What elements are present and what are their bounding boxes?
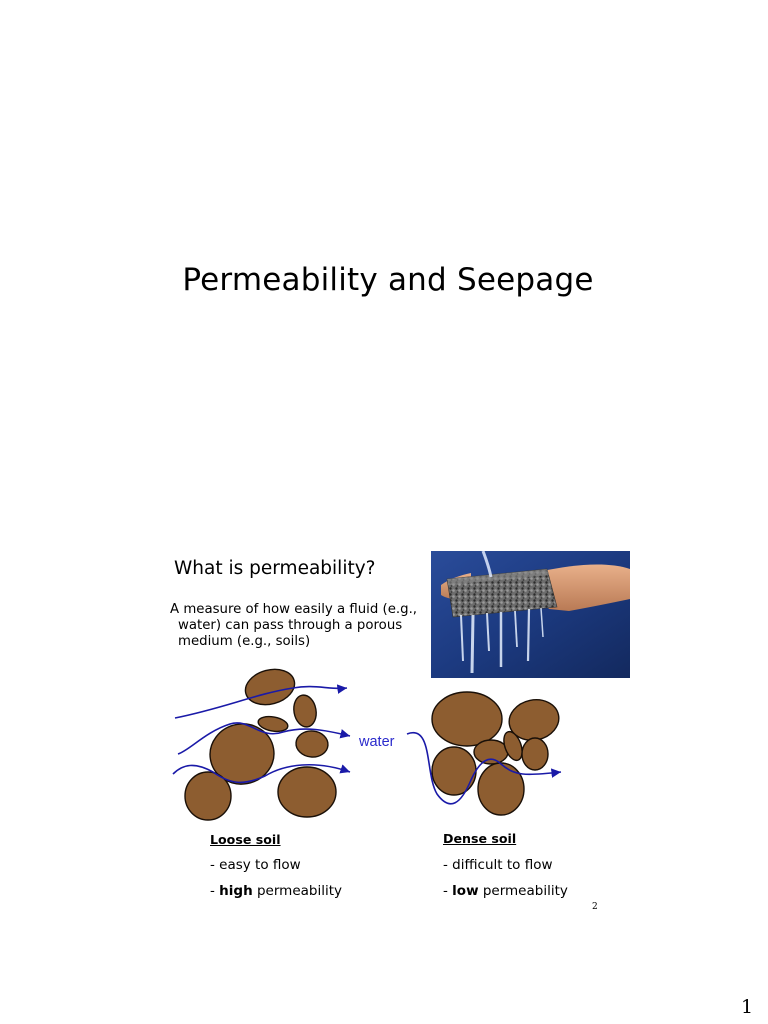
soil-flow-diagram <box>165 664 585 828</box>
definition-line-1: A measure of how easily a fluid (e.g., <box>170 602 418 617</box>
grain <box>432 692 502 746</box>
definition-line-2: water) can pass through a porous <box>178 618 403 634</box>
dense-soil-line-2: - low permeability <box>443 883 568 899</box>
page-number: 1 <box>741 996 754 1018</box>
grain <box>478 763 524 815</box>
loose-soil-line-1: - easy to flow <box>210 857 301 873</box>
water-label: water <box>359 734 395 750</box>
definition-text <box>170 602 432 651</box>
slide-heading: What is permeability? <box>174 558 376 579</box>
loose-soil-emphasis: high <box>219 883 253 899</box>
loose-soil-heading: Loose soil <box>210 832 281 847</box>
page-title: Permeability and Seepage <box>182 262 594 298</box>
slide-number: 2 <box>592 902 598 912</box>
dense-soil-emphasis: low <box>452 883 479 899</box>
porous-block-photo <box>431 551 630 678</box>
dense-soil-heading: Dense soil <box>443 831 517 846</box>
grain <box>474 740 508 764</box>
dense-soil-line-1: - difficult to flow <box>443 857 553 873</box>
grain <box>241 664 298 710</box>
definition-line-3: medium (e.g., soils) <box>178 634 311 650</box>
grain <box>278 767 336 817</box>
grain <box>522 738 548 770</box>
loose-soil-line-2: - high permeability <box>210 883 342 899</box>
grain <box>291 693 318 728</box>
grain <box>295 730 329 759</box>
grain <box>432 747 476 795</box>
